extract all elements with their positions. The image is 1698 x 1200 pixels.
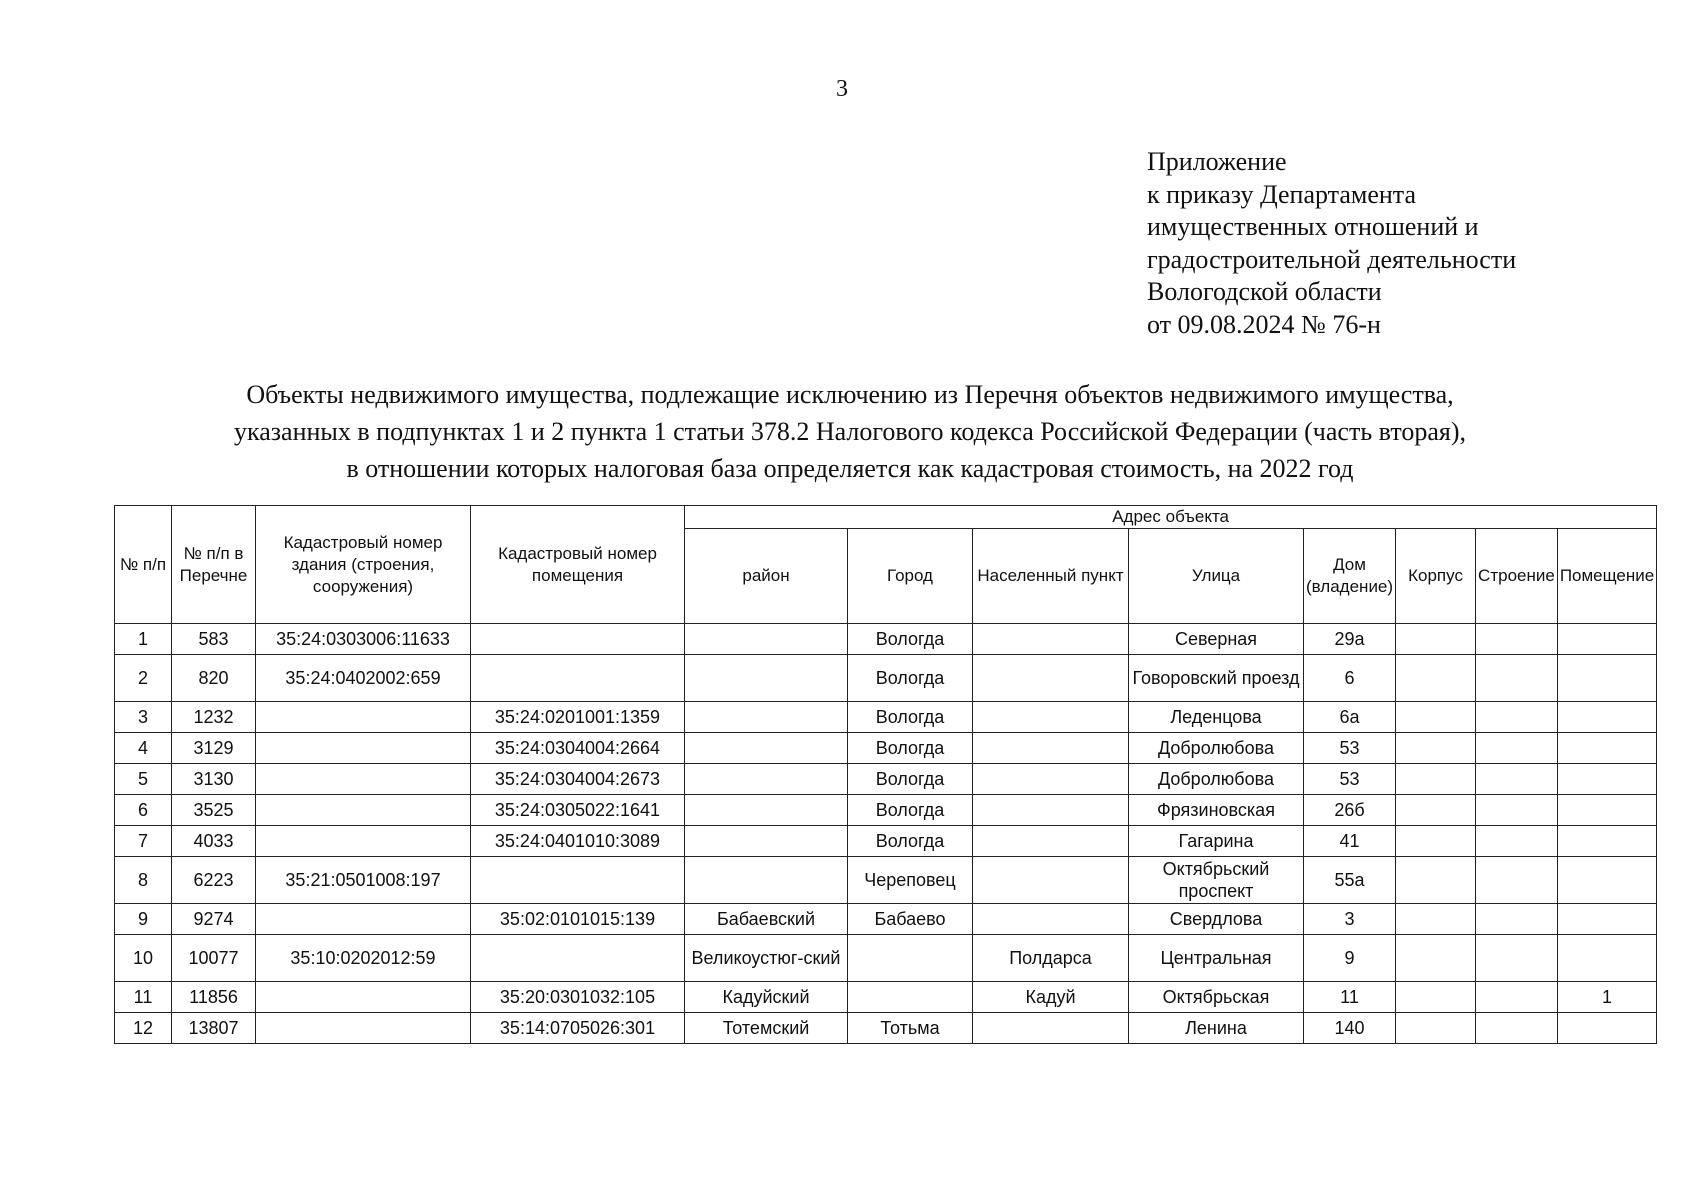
cell-list-no: 1232 — [172, 702, 256, 733]
cell-room-cadastral: 35:24:0304004:2664 — [471, 733, 685, 764]
cell-district: Кадуйский — [685, 982, 848, 1013]
table-row — [115, 795, 1657, 826]
col-header-room-cadastral: Кадастровый номер помещения — [471, 506, 685, 624]
cell-street: Октябрьский проспект — [1129, 857, 1304, 904]
cell-house: 29а — [1304, 624, 1396, 655]
cell-building — [1476, 904, 1558, 935]
col-header-street: Улица — [1129, 529, 1304, 624]
cell-building — [1476, 826, 1558, 857]
cell-street: Говоровский проезд — [1129, 655, 1304, 702]
cell-building-cadastral — [256, 733, 471, 764]
cell-settlement — [973, 857, 1129, 904]
cell-settlement — [973, 1013, 1129, 1044]
cell-settlement: Кадуй — [973, 982, 1129, 1013]
cell-building-cadastral — [256, 826, 471, 857]
appendix-note — [1147, 146, 1516, 341]
cell-house: 9 — [1304, 935, 1396, 982]
cell-district — [685, 655, 848, 702]
cell-room — [1557, 702, 1656, 733]
cell-district: Тотемский — [685, 1013, 848, 1044]
cell-house: 11 — [1304, 982, 1396, 1013]
table-row — [115, 826, 1657, 857]
cell-room-cadastral — [471, 857, 685, 904]
cell-house: 6а — [1304, 702, 1396, 733]
cell-district — [685, 764, 848, 795]
col-header-settlement: Населенный пункт — [973, 529, 1129, 624]
table-row — [115, 904, 1657, 935]
cell-building — [1476, 702, 1558, 733]
cell-list-no: 820 — [172, 655, 256, 702]
cell-korpus — [1396, 702, 1476, 733]
col-header-district: район — [685, 529, 848, 624]
cell-building-cadastral: 35:24:0402002:659 — [256, 655, 471, 702]
cell-settlement: Полдарса — [973, 935, 1129, 982]
cell-list-no: 583 — [172, 624, 256, 655]
cell-room-cadastral: 35:24:0305022:1641 — [471, 795, 685, 826]
cell-settlement — [973, 764, 1129, 795]
cell-city: Вологда — [848, 764, 973, 795]
col-header-building-cadastral: Кадастровый номер здания (строения, сооружения) — [256, 506, 471, 624]
cell-room — [1557, 655, 1656, 702]
cell-room — [1557, 935, 1656, 982]
cell-room-cadastral: 35:02:0101015:139 — [471, 904, 685, 935]
cell-list-no: 4033 — [172, 826, 256, 857]
cell-district: Великоустюг-ский — [685, 935, 848, 982]
page-number: 3 — [836, 76, 848, 102]
cell-building — [1476, 795, 1558, 826]
appendix-line: имущественных отношений и — [1147, 212, 1479, 241]
cell-settlement — [973, 795, 1129, 826]
cell-district — [685, 702, 848, 733]
cell-list-no: 3130 — [172, 764, 256, 795]
col-header-room: Помещение — [1557, 529, 1656, 624]
header-row — [115, 506, 1657, 529]
cell-street: Фрязиновская — [1129, 795, 1304, 826]
cell-room — [1557, 795, 1656, 826]
cell-korpus — [1396, 733, 1476, 764]
cell-room — [1557, 904, 1656, 935]
cell-korpus — [1396, 904, 1476, 935]
cell-street: Октябрьская — [1129, 982, 1304, 1013]
cell-building — [1476, 935, 1558, 982]
table-row — [115, 733, 1657, 764]
cell-list-no: 3129 — [172, 733, 256, 764]
table-row — [115, 702, 1657, 733]
cell-district — [685, 857, 848, 904]
cell-building — [1476, 857, 1558, 904]
cell-city: Вологда — [848, 702, 973, 733]
cell-korpus — [1396, 795, 1476, 826]
cell-no: 12 — [115, 1013, 172, 1044]
cell-building-cadastral — [256, 764, 471, 795]
cell-room — [1557, 857, 1656, 904]
appendix-line: градостроительной деятельности — [1147, 244, 1517, 274]
col-header-city: Город — [848, 529, 973, 624]
cell-city: Череповец — [848, 857, 973, 904]
cell-street: Леденцова — [1129, 702, 1304, 733]
cell-no: 6 — [115, 795, 172, 826]
cell-house: 53 — [1304, 733, 1396, 764]
cell-no: 1 — [115, 624, 172, 655]
cell-house: 140 — [1304, 1013, 1396, 1044]
cell-city: Вологда — [848, 826, 973, 857]
cell-room-cadastral: 35:24:0401010:3089 — [471, 826, 685, 857]
cell-building-cadastral — [256, 982, 471, 1013]
cell-korpus — [1396, 857, 1476, 904]
document-title — [100, 376, 1600, 487]
cell-building-cadastral: 35:10:0202012:59 — [256, 935, 471, 982]
cell-settlement — [973, 733, 1129, 764]
cell-street: Добролюбова — [1129, 764, 1304, 795]
cell-no: 3 — [115, 702, 172, 733]
cell-room — [1557, 733, 1656, 764]
cell-building-cadastral — [256, 1013, 471, 1044]
cell-district — [685, 826, 848, 857]
cell-house: 55а — [1304, 857, 1396, 904]
cell-building-cadastral — [256, 904, 471, 935]
cell-korpus — [1396, 1013, 1476, 1044]
cell-list-no: 9274 — [172, 904, 256, 935]
cell-no: 5 — [115, 764, 172, 795]
cell-house: 41 — [1304, 826, 1396, 857]
table-row — [115, 935, 1657, 982]
col-header-house: Дом (владение) — [1304, 529, 1396, 624]
title-line: в отношении которых налоговая база определяется как кадастровая стоимость, на 2022 год — [346, 454, 1354, 483]
cell-district — [685, 624, 848, 655]
cell-building-cadastral: 35:21:0501008:197 — [256, 857, 471, 904]
cell-settlement — [973, 655, 1129, 702]
cell-room: 1 — [1557, 982, 1656, 1013]
cell-list-no: 6223 — [172, 857, 256, 904]
cell-house: 6 — [1304, 655, 1396, 702]
cell-street: Свердлова — [1129, 904, 1304, 935]
cell-settlement — [973, 702, 1129, 733]
cell-building — [1476, 733, 1558, 764]
col-header-no: № п/п — [115, 506, 172, 624]
cell-city — [848, 935, 973, 982]
appendix-line: к приказу Департамента — [1147, 179, 1417, 209]
cell-korpus — [1396, 655, 1476, 702]
cell-building — [1476, 982, 1558, 1013]
cell-room-cadastral: 35:14:0705026:301 — [471, 1013, 685, 1044]
cell-district: Бабаевский — [685, 904, 848, 935]
cell-room-cadastral: 35:20:0301032:105 — [471, 982, 685, 1013]
cell-no: 9 — [115, 904, 172, 935]
table-row — [115, 624, 1657, 655]
cell-korpus — [1396, 935, 1476, 982]
col-header-address: Адрес объекта — [685, 506, 1657, 529]
cell-building — [1476, 655, 1558, 702]
cell-room — [1557, 1013, 1656, 1044]
cell-settlement — [973, 826, 1129, 857]
cell-building-cadastral — [256, 702, 471, 733]
cell-no: 7 — [115, 826, 172, 857]
cell-list-no: 11856 — [172, 982, 256, 1013]
cell-room-cadastral: 35:24:0304004:2673 — [471, 764, 685, 795]
cell-korpus — [1396, 982, 1476, 1013]
cell-house: 26б — [1304, 795, 1396, 826]
cell-building — [1476, 1013, 1558, 1044]
cell-street: Гагарина — [1129, 826, 1304, 857]
cell-list-no: 3525 — [172, 795, 256, 826]
cell-korpus — [1396, 826, 1476, 857]
cell-house: 3 — [1304, 904, 1396, 935]
col-header-korpus: Корпус — [1396, 529, 1476, 624]
title-line: указанных в подпунктах 1 и 2 пункта 1 статьи 378.2 Налогового кодекса Российской Федерации (часть вторая), — [234, 417, 1466, 446]
table-row — [115, 1013, 1657, 1044]
cell-street: Ленина — [1129, 1013, 1304, 1044]
cell-room-cadastral — [471, 655, 685, 702]
appendix-line: от 09.08.2024 № 76-н — [1147, 309, 1381, 339]
appendix-line: Вологодской области — [1147, 277, 1382, 306]
cell-city: Тотьма — [848, 1013, 973, 1044]
cell-city: Вологда — [848, 795, 973, 826]
cell-district — [685, 795, 848, 826]
cell-settlement — [973, 624, 1129, 655]
cell-street: Центральная — [1129, 935, 1304, 982]
table-row — [115, 655, 1657, 702]
cell-district — [685, 733, 848, 764]
cell-room — [1557, 826, 1656, 857]
cell-house: 53 — [1304, 764, 1396, 795]
cell-korpus — [1396, 764, 1476, 795]
cell-no: 11 — [115, 982, 172, 1013]
cell-no: 8 — [115, 857, 172, 904]
cell-city: Бабаево — [848, 904, 973, 935]
col-header-list-no: № п/п в Перечне — [172, 506, 256, 624]
cell-city — [848, 982, 973, 1013]
cell-building — [1476, 764, 1558, 795]
cell-room-cadastral — [471, 624, 685, 655]
table-row — [115, 857, 1657, 904]
cell-list-no: 13807 — [172, 1013, 256, 1044]
appendix-line: Приложение — [1147, 147, 1287, 176]
cell-city: Вологда — [848, 624, 973, 655]
cell-building-cadastral: 35:24:0303006:11633 — [256, 624, 471, 655]
cell-city: Вологда — [848, 733, 973, 764]
cell-no: 4 — [115, 733, 172, 764]
cell-settlement — [973, 904, 1129, 935]
cell-building-cadastral — [256, 795, 471, 826]
cell-street: Северная — [1129, 624, 1304, 655]
table-row — [115, 982, 1657, 1013]
cell-room — [1557, 624, 1656, 655]
col-header-building: Строение — [1476, 529, 1558, 624]
cell-no: 10 — [115, 935, 172, 982]
cell-street: Добролюбова — [1129, 733, 1304, 764]
property-table — [114, 505, 1657, 1044]
cell-building — [1476, 624, 1558, 655]
title-line: Объекты недвижимого имущества, подлежащие исключению из Перечня объектов недвижимого имущества, — [246, 380, 1454, 409]
cell-korpus — [1396, 624, 1476, 655]
cell-room-cadastral — [471, 935, 685, 982]
table-row — [115, 764, 1657, 795]
cell-no: 2 — [115, 655, 172, 702]
cell-room — [1557, 764, 1656, 795]
cell-room-cadastral: 35:24:0201001:1359 — [471, 702, 685, 733]
cell-list-no: 10077 — [172, 935, 256, 982]
cell-city: Вологда — [848, 655, 973, 702]
